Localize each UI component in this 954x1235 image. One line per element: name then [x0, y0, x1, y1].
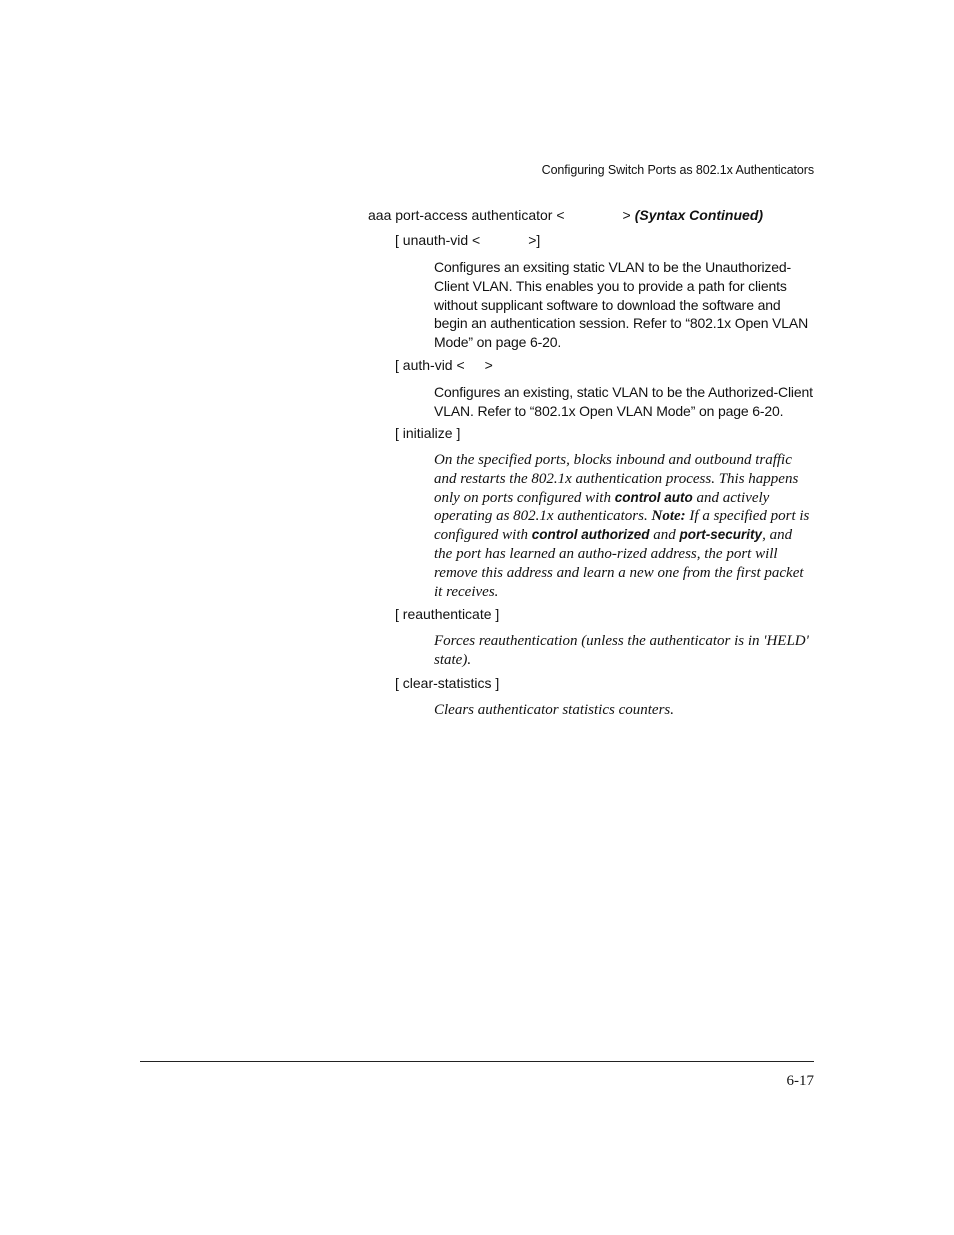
page-number: 6-17: [786, 1073, 814, 1089]
keyword-port-security: port-security: [679, 527, 763, 543]
keyword-control-authorized: control authorized: [531, 527, 650, 543]
footer-rule: [140, 1061, 814, 1062]
syntax-line: [368, 207, 763, 223]
param-unauth-vid-pre: [ unauth-vid <: [395, 232, 481, 248]
command-end: >: [622, 207, 631, 223]
param-clear-statistics: [ clear-statistics ]: [395, 675, 500, 691]
desc-reauthenticate: Forces reauthentication (unless the authenticator is in 'HELD' state).: [434, 633, 809, 668]
desc-initialize-text-1: On the specified ports, blocks inbound and outbound traffic and restarts the 802.1x authentication process. This happens only on ports configured with: [434, 452, 799, 506]
desc-initialize-text-3: If a specified port is configured with: [434, 508, 810, 544]
param-auth-vid: [395, 357, 493, 373]
desc-initialize-text-5: , and the port has learned an autho-rized address, the port will remove this address and learn a new one from the first packet it receives.: [434, 527, 804, 600]
keyword-control-auto: control auto: [614, 489, 693, 505]
desc-initialize-text-4: and: [649, 527, 680, 544]
param-unauth-vid-post: >]: [528, 232, 541, 248]
desc-clear-statistics: Clears authenticator statistics counters.: [434, 702, 674, 718]
param-reauthenticate: [ reauthenticate ]: [395, 606, 500, 622]
desc-auth-vid: Configures an existing, static VLAN to be the Authorized-Client VLAN. Refer to “802.1x Open VLAN Mode” on page 6-20.: [434, 384, 813, 419]
desc-initialize: [434, 451, 814, 601]
running-header: Configuring Switch Ports as 802.1x Authenticators: [541, 163, 814, 177]
note-label: Note:: [651, 508, 686, 525]
command-start: aaa port-access authenticator <: [368, 207, 565, 223]
param-auth-vid-post: >: [484, 357, 493, 373]
param-initialize: [ initialize ]: [395, 425, 461, 441]
syntax-continued-label: (Syntax Continued): [634, 207, 764, 223]
param-unauth-vid: [395, 232, 540, 248]
param-auth-vid-pre: [ auth-vid <: [395, 357, 465, 373]
desc-unauth-vid: Configures an exsiting static VLAN to be the Unauthorized-Client VLAN. This enables you to provide a path for clients without supplicant software to download the software and begin an authentication session. Refer to “802.1x Open VLAN Mode” on page 6-20.: [434, 259, 809, 351]
desc-initialize-text-2: and actively operating as 802.1x authenticators.: [434, 489, 770, 525]
